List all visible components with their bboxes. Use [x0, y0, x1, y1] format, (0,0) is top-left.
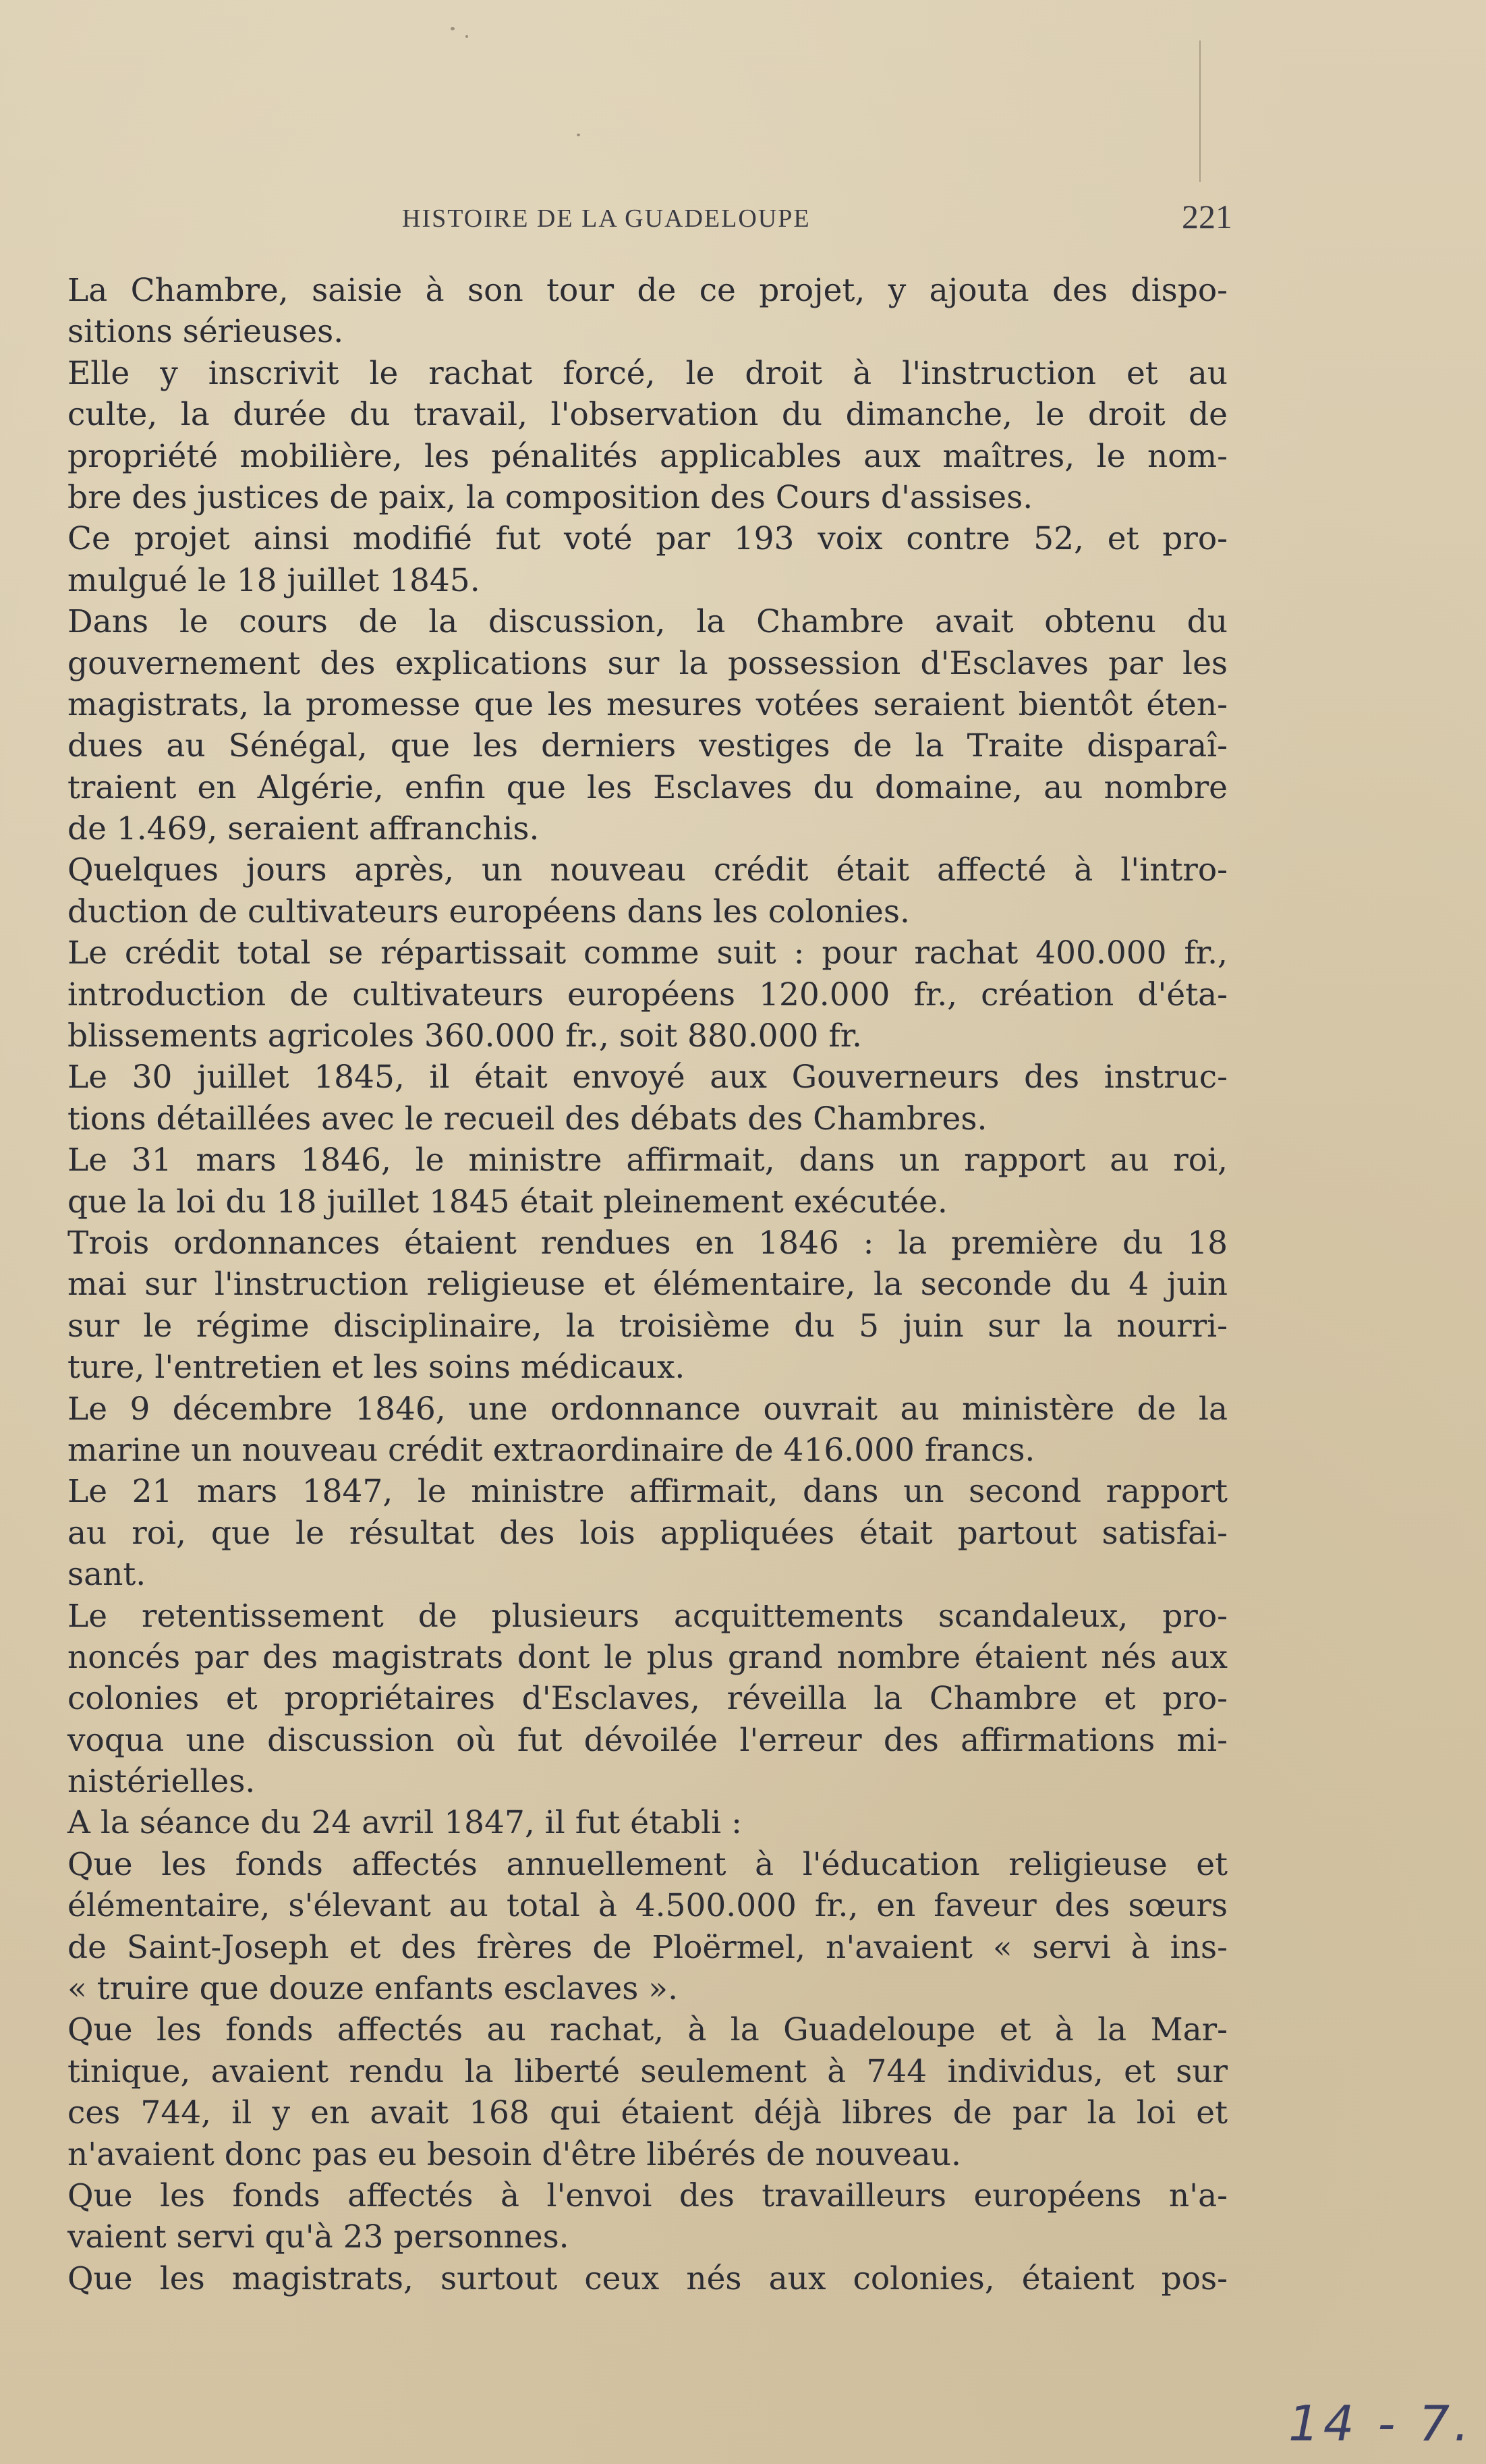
handwritten-margin-note: 14 - 7.	[1288, 2395, 1474, 2452]
text-line: Que les magistrats, surtout ceux nés aux colonies, étaient pos-	[67, 2260, 1228, 2297]
margin-pencil-mark	[1199, 40, 1201, 182]
text-line: magistrats, la promesse que les mesures votées seraient bientôt éten-	[67, 685, 1228, 723]
text-line: tinique, avaient rendu la liberté seulement à 744 individus, et sur	[67, 2052, 1228, 2090]
text-line: colonies et propriétaires d'Esclaves, réveilla la Chambre et pro-	[67, 1680, 1228, 1718]
paper-speck	[577, 134, 580, 136]
text-line: Ce projet ainsi modifié fut voté par 193 voix contre 52, et pro-	[67, 520, 1228, 558]
text-line: Le crédit total se répartissait comme suit : pour rachat 400.000 fr.,	[67, 934, 1228, 972]
paper-speck	[465, 35, 468, 38]
text-line: culte, la durée du travail, l'observation du dimanche, le droit de	[67, 396, 1228, 434]
body-text	[67, 270, 1228, 2299]
paper-speck	[451, 27, 455, 30]
text-line: n'avaient donc pas eu besoin d'être libérés de nouveau.	[67, 2135, 961, 2173]
text-line: propriété mobilière, les pénalités applicables aux maîtres, le nom-	[67, 437, 1228, 475]
text-line: duction de cultivateurs européens dans les colonies.	[67, 893, 910, 930]
text-line: A la séance du 24 avril 1847, il fut établi :	[67, 1804, 742, 1842]
text-line: Quelques jours après, un nouveau crédit était affecté à l'intro-	[67, 851, 1228, 889]
text-line: élémentaire, s'élevant au total à 4.500.000 fr., en faveur des sœurs	[67, 1887, 1228, 1925]
text-line: vaient servi qu'à 23 personnes.	[67, 2218, 569, 2256]
page-header	[0, 196, 1486, 250]
text-line: voqua une discussion où fut dévoilée l'erreur des affirmations mi-	[67, 1721, 1228, 1759]
text-line: nistérielles.	[67, 1763, 256, 1801]
text-line: de Saint-Joseph et des frères de Ploërmel, n'avaient « servi à ins-	[67, 1928, 1228, 1966]
text-line: Que les fonds affectés à l'envoi des travailleurs européens n'a-	[67, 2177, 1228, 2214]
text-line: « truire que douze enfants esclaves ».	[67, 1970, 679, 2008]
text-line: ture, l'entretien et les soins médicaux.	[67, 1349, 685, 1387]
text-line: gouvernement des explications sur la possession d'Esclaves par les	[67, 644, 1228, 682]
text-line: Que les fonds affectés annuellement à l'éducation religieuse et	[67, 1845, 1228, 1883]
page-number: 221	[1182, 198, 1232, 235]
text-line: Dans le cours de la discussion, la Chambre avait obtenu du	[67, 603, 1228, 641]
text-line: traient en Algérie, enfin que les Esclaves du domaine, au nombre	[67, 768, 1228, 806]
text-line: Le retentissement de plusieurs acquittements scandaleux, pro-	[67, 1597, 1228, 1635]
text-line: que la loi du 18 juillet 1845 était pleinement exécutée.	[67, 1183, 948, 1221]
text-line: Elle y inscrivit le rachat forcé, le droit à l'instruction et au	[67, 354, 1228, 392]
text-line: ces 744, il y en avait 168 qui étaient déjà libres de par la loi et	[67, 2094, 1228, 2132]
text-line: Le 21 mars 1847, le ministre affirmait, dans un second rapport	[67, 1473, 1228, 1511]
running-title: HISTOIRE DE LA GUADELOUPE	[402, 204, 811, 233]
text-line: Le 30 juillet 1845, il était envoyé aux Gouverneurs des instruc-	[67, 1059, 1228, 1096]
text-line: tions détaillées avec le recueil des débats des Chambres.	[67, 1100, 988, 1138]
text-line: mulgué le 18 juillet 1845.	[67, 561, 480, 599]
text-line: au roi, que le résultat des lois appliquées était partout satisfai-	[67, 1514, 1228, 1552]
text-line: Le 9 décembre 1846, une ordonnance ouvrait au ministère de la	[67, 1390, 1228, 1428]
text-line: dues au Sénégal, que les derniers vestiges de la Traite disparaî-	[67, 727, 1228, 765]
text-line: La Chambre, saisie à son tour de ce projet, y ajouta des dispo-	[67, 272, 1228, 309]
text-line: sur le régime disciplinaire, la troisième du 5 juin sur la nourri-	[67, 1307, 1228, 1345]
text-line: sant.	[67, 1556, 146, 1594]
text-line: sitions sérieuses.	[67, 313, 344, 351]
text-line: Trois ordonnances étaient rendues en 1846 : la première du 18	[67, 1224, 1228, 1262]
text-line: bre des justices de paix, la composition des Cours d'assises.	[67, 478, 1033, 516]
text-line: marine un nouveau crédit extraordinaire de 416.000 francs.	[67, 1431, 1035, 1469]
text-line: blissements agricoles 360.000 fr., soit 880.000 fr.	[67, 1017, 862, 1055]
text-line: de 1.469, seraient affranchis.	[67, 810, 540, 848]
text-line: noncés par des magistrats dont le plus grand nombre étaient nés aux	[67, 1638, 1228, 1676]
text-line: Le 31 mars 1846, le ministre affirmait, dans un rapport au roi,	[67, 1142, 1228, 1179]
text-line: introduction de cultivateurs européens 120.000 fr., création d'éta-	[67, 976, 1228, 1013]
text-line: Que les fonds affectés au rachat, à la Guadeloupe et à la Mar-	[67, 2011, 1228, 2049]
text-line: mai sur l'instruction religieuse et élémentaire, la seconde du 4 juin	[67, 1266, 1228, 1304]
